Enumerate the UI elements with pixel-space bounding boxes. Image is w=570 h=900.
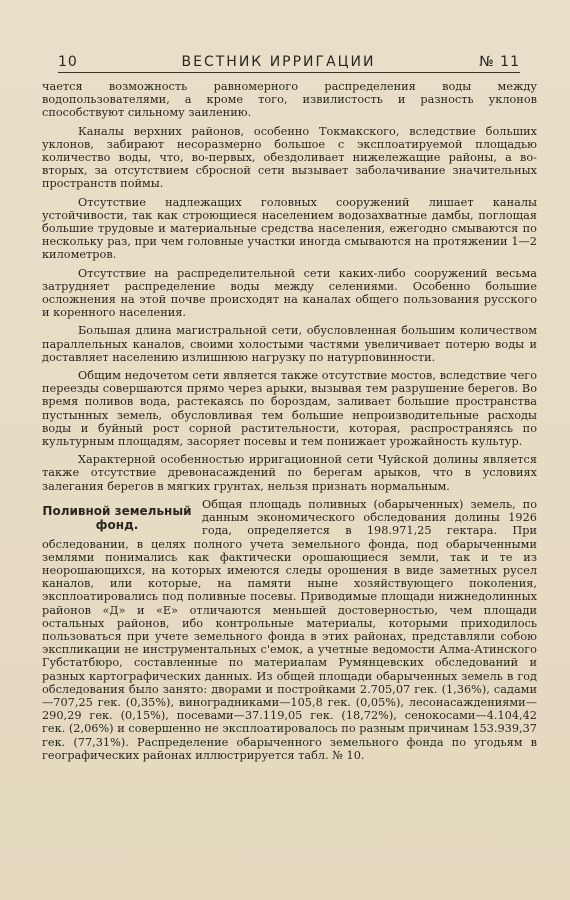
section-heading [42, 504, 192, 532]
paragraph: Отсутствие на распределительной сети каких-либо сооружений весьма затрудняет распределение воды между селениями. Особенно большие осложнения на этой почве происходят на каналах общего пользования русского и коренного населения. [42, 266, 537, 320]
paragraph: Каналы верхних районов, особенно Токмакского, вследствие больших уклонов, забирают несоразмерно большое с эксплоатируемой площадью количество воды, что, во-первых, обездоливает нижележащие районы, а во-вторых, за отсутствием сбросной сети вызывает заболачивание значительных пространств поймы. [42, 124, 537, 191]
paragraph: Общим недочетом сети является также отсутствие мостов, вследствие чего переезды совершаются прямо через арыки, вызывая тем разрушение берегов. Во время поливов вода, растекаясь по бороздам, заливает большие пространства пустынных земель, обусловливая тем большие непроизводительные расходы воды и буйный рост сорной растительности, которая, распространяясь по культурным площадям, засоряет посевы и тем понижает урожайность культур. [42, 369, 537, 449]
issue-number: № 11 [479, 54, 520, 70]
paragraph: Отсутствие надлежащих головных сооружений лишает каналы устойчивости, так как строющиеся населением водозахватные дамбы, поглощая большие трудовые и материальные средства населения, ежегодно смываются по нескольку раз, при чем головные участки иногда смываются на протяжении 1—2 километров. [42, 195, 537, 262]
section-paragraph: Общая площадь поливных (обарыченных) земель, по данным экономического обследования долины 1926 года, определяется в 198.971,25 гектара. При обследовании, в целях полного учета земельного фонда, под обарыченными землями понимались как фактически орошающиеся земли, так и те из неорошающихся, на которых имеются следы орошения в виде заметных русел каналов, или которые, на памяти ныне хозяйствующего поколения, эксплоатировались под поливные посевы. Приводимые площади нижнедолинных районов «Д» и «Е» отличаются меньшей достоверностью, чем площади остальных районов, ибо контрольные материалы, которыми приходилось пользоваться при учете земельного фонда в этих районах, представляли собою экспликации не инструментальных с'емок, а учетные ведомости Алма-Атинского Губстатбюро, составленные по материалам Румянцевских обследований и разных картографических данных. Из общей площади обарыченных земель в год обследования было занято: дворами и постройками 2.705,07 гек. (1,36%), садами—707,25 гек. (0,35%), виноградниками—105,8 гек. (0,05%), лесонасаждениями—290,29 гек. (0,15%), посевами—37.119,05 гек. (18,72%), сенокосами—4.104,42 гек. (2,06%) и совершенно не эксплоатировалось по разным причинам 153.939,37 гек. (77,31%). Распределение обарыченного земельного фонда по угодьям в географических районах иллюстрируется табл. № 10. [42, 497, 537, 762]
section-land-fund [42, 498, 537, 762]
article-body [42, 80, 537, 762]
journal-title: ВЕСТНИК ИРРИГАЦИИ [181, 54, 376, 70]
paragraph: чается возможность равномерного распределения воды между водопользователями, а кроме того, извилистость и разность уклонов способствуют сильному заилению. [42, 80, 537, 120]
section-heading-line: Поливной земельный [42, 503, 192, 518]
page-header [58, 44, 520, 73]
paragraph: Большая длина магистральной сети, обусловленная большим количеством параллельных каналов, своими холостыми частями увеличивает потерю воды и доставляет населению излишнюю нагрузку по натурповинности. [42, 324, 537, 364]
page-number: 10 [58, 54, 78, 70]
section-heading-line: фонд. [95, 517, 139, 532]
paragraph: Характерной особенностью ирригационной сети Чуйской долины является также отсутствие древонасаждений по берегам арыков, что в условиях залегания берегов в мягких грунтах, нельзя признать нормальным. [42, 453, 537, 493]
